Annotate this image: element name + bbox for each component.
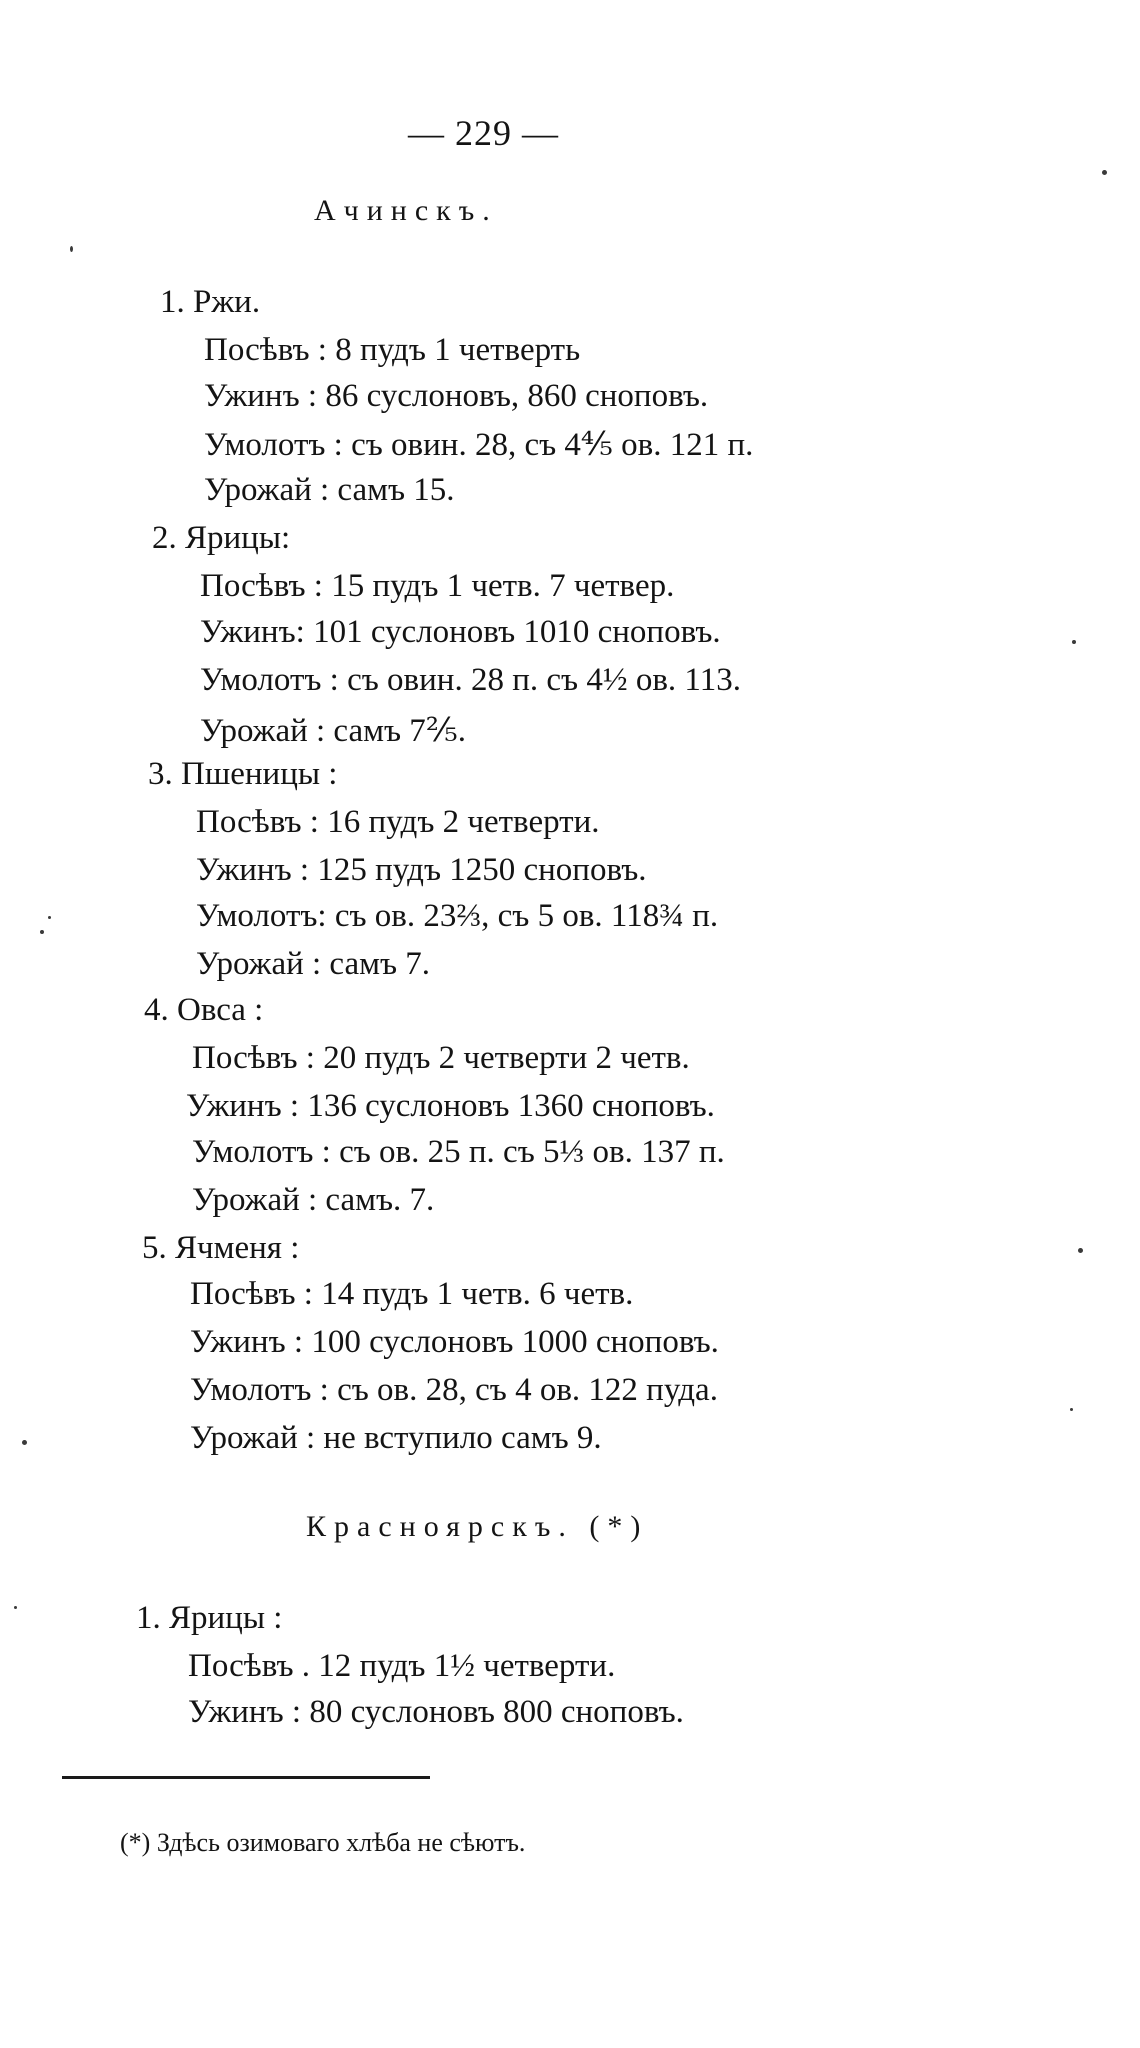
item-wheat-yield: Урожай : самъ 7.: [196, 946, 431, 982]
item-wheat-label: 3. Пшеницы :: [148, 756, 338, 792]
item-barley-yield: Урожай : не вступило самъ 9.: [190, 1420, 602, 1456]
footnote: (*) Здѣсь озимоваго хлѣба не сѣютъ.: [120, 1828, 526, 1857]
scan-speck: [40, 930, 44, 934]
scan-speck: [1078, 1248, 1083, 1253]
footnote-rule: [62, 1776, 430, 1779]
item-kras-spring-rye-sowing: Посѣвъ . 12 пудъ 1½ четверти.: [188, 1648, 616, 1684]
item-spring-rye-threshing: Умолотъ : съ овин. 28 п. съ 4½ ов. 113.: [200, 662, 741, 698]
item-barley-harvest: Ужинъ : 100 суслоновъ 1000 сноповъ.: [190, 1324, 719, 1360]
section-title-krasnoyarsk: Красноярскъ. (*): [306, 1510, 649, 1543]
section-title-achinsk: Ачинскъ.: [314, 194, 498, 227]
page-number: — 229 —: [408, 113, 559, 153]
item-oats-sowing: Посѣвъ : 20 пудъ 2 четверти 2 четв.: [192, 1040, 690, 1076]
item-barley-sowing: Посѣвъ : 14 пудъ 1 четв. 6 четв.: [190, 1276, 634, 1312]
scan-speck: [22, 1440, 27, 1445]
scan-speck: [14, 1606, 17, 1609]
item-rye-label: 1. Ржи.: [160, 284, 261, 320]
item-oats-harvest: Ужинъ : 136 суслоновъ 1360 сноповъ.: [186, 1088, 715, 1124]
scan-speck: [48, 916, 51, 919]
item-rye-sowing: Посѣвъ : 8 пудъ 1 четверть: [204, 332, 581, 368]
item-wheat-harvest: Ужинъ : 125 пудъ 1250 сноповъ.: [196, 852, 647, 888]
item-oats-label: 4. Овса :: [144, 992, 264, 1028]
item-wheat-threshing: Умолотъ: съ ов. 23⅔, съ 5 ов. 118¾ п.: [196, 898, 719, 934]
item-rye-threshing: Умолотъ : съ овин. 28, съ 4⅘ ов. 121 п.: [204, 427, 754, 463]
item-oats-yield: Урожай : самъ. 7.: [192, 1182, 435, 1218]
item-wheat-sowing: Посѣвъ : 16 пудъ 2 четверти.: [196, 804, 600, 840]
item-rye-yield: Урожай : самъ 15.: [204, 472, 455, 508]
item-oats-threshing: Умолотъ : съ ов. 25 п. съ 5⅓ ов. 137 п.: [192, 1134, 725, 1170]
item-rye-harvest: Ужинъ : 86 суслоновъ, 860 сноповъ.: [204, 378, 709, 414]
item-kras-spring-rye-label: 1. Ярицы :: [136, 1600, 283, 1636]
item-spring-rye-label: 2. Ярицы:: [152, 520, 291, 556]
item-barley-label: 5. Ячменя :: [142, 1230, 300, 1266]
scan-speck: [1102, 170, 1107, 175]
item-spring-rye-sowing: Посѣвъ : 15 пудъ 1 четв. 7 четвер.: [200, 568, 675, 604]
scan-speck: [1072, 640, 1076, 644]
scan-speck: [1070, 1408, 1073, 1411]
scan-speck: [70, 246, 73, 252]
item-spring-rye-yield: Урожай : самъ 7⅖.: [200, 713, 467, 749]
item-barley-threshing: Умолотъ : съ ов. 28, съ 4 ов. 122 пуда.: [190, 1372, 718, 1408]
item-kras-spring-rye-harvest: Ужинъ : 80 суслоновъ 800 сноповъ.: [188, 1694, 684, 1730]
item-spring-rye-harvest: Ужинъ: 101 суслоновъ 1010 сноповъ.: [200, 614, 721, 650]
